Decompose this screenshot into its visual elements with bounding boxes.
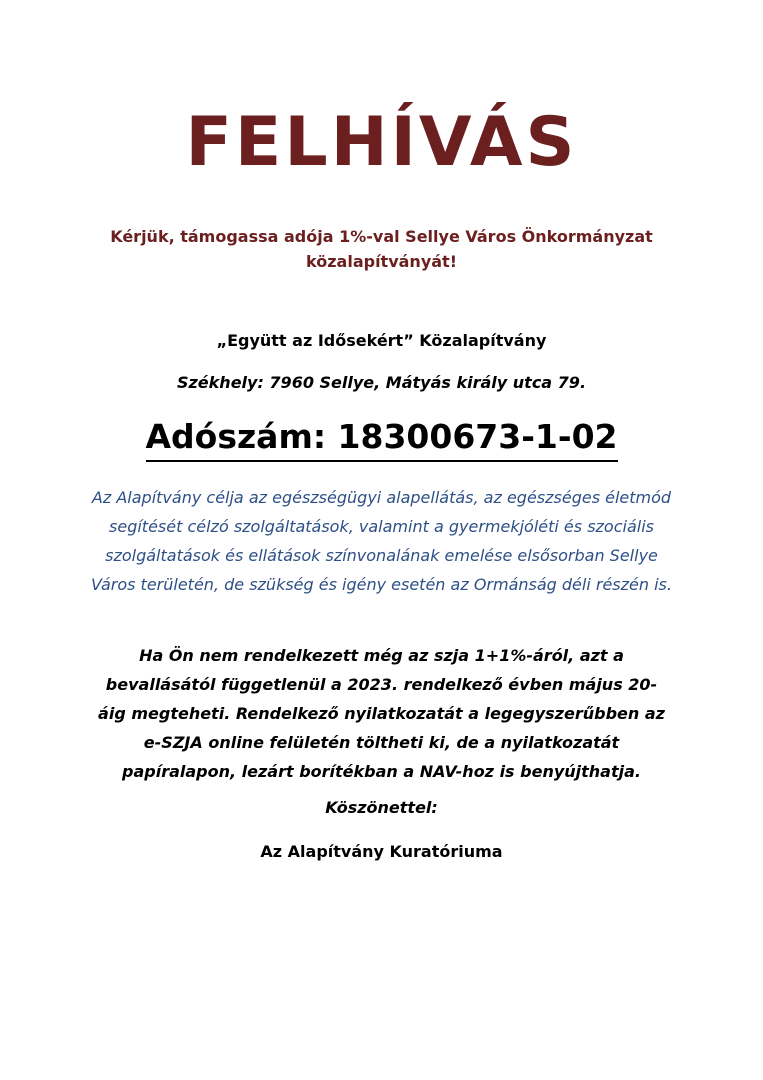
foundation-name: „Együtt az Idősekért” Közalapítvány — [216, 331, 547, 350]
foundation-goal: Az Alapítvány célja az egészségügyi alapellátás, az egészséges életmód segítését célzó szolgáltatások, valamint a gyermekjóléti és szociális szolgáltatások és ellátások színvonalának emelése elsősorban Sellye Város területén, de szükség és igény esetén az Ormánság déli részén is. — [91, 488, 672, 594]
thanks-text: Köszönettel: — [325, 798, 438, 817]
tax-number-container — [0, 414, 763, 462]
tax-number: Adószám: 18300673-1-02 — [146, 414, 618, 462]
declaration-info: Ha Ön nem rendelkezett még az szja 1+1%-áról, azt a bevallásától függetlenül a 2023. rendelkező évben május 20-áig megteheti. Rendelkező nyilatkozatát a legegyszerűbben az e-SZJA online felületén töltheti ki, de a nyilatkozatát papíralapon, lezárt borítékban a NAV-hoz is benyújthatja. — [98, 646, 665, 781]
foundation-seat: Székhely: 7960 Sellye, Mátyás király utca 79. — [176, 373, 587, 392]
appeal-text: Kérjük, támogassa adója 1%-val Sellye Város Önkormányzat közalapítványát! — [110, 227, 653, 271]
signature: Az Alapítvány Kuratóriuma — [260, 842, 503, 861]
notice-title: FELHÍVÁS — [185, 103, 578, 182]
